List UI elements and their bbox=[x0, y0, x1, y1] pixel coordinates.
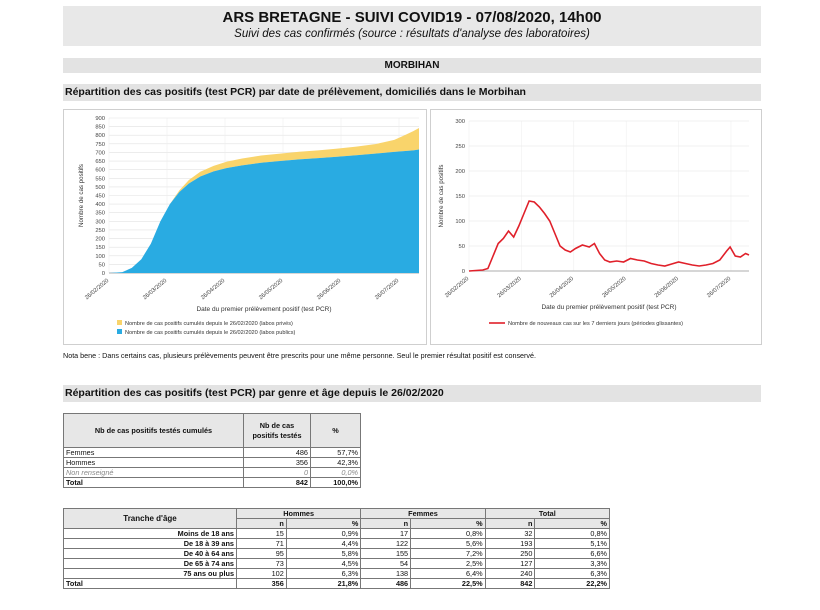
x-tick-label: 26/06/2020 bbox=[653, 275, 680, 300]
legend-swatch-private bbox=[117, 320, 122, 325]
x-axis-label: Date du premier prélèvement positif (test PCR) bbox=[196, 306, 332, 313]
x-tick-label: 26/02/2020 bbox=[444, 275, 471, 300]
y-tick-label: 600 bbox=[95, 167, 105, 174]
x-tick-label: 26/05/2020 bbox=[258, 277, 285, 302]
x-axis-label: Date du premier prélèvement positif (test PCR) bbox=[541, 304, 677, 311]
y-tick-label: 100 bbox=[95, 253, 105, 260]
y-tick-label: 700 bbox=[95, 150, 105, 157]
legend-swatch-public bbox=[117, 329, 122, 334]
age-header: Tranche d'âge bbox=[64, 509, 237, 529]
section-title-dates: Répartition des cas positifs (test PCR) par date de prélèvement, domiciliés dans le Morbihan bbox=[63, 84, 761, 101]
weekly-chart-panel bbox=[430, 109, 762, 345]
gender-header-count: Nb de cas positifs testés bbox=[244, 414, 311, 448]
y-tick-label: 150 bbox=[95, 245, 105, 252]
group-header-hommes: Hommes bbox=[237, 509, 361, 519]
y-axis-label: Nombre de cas positifs bbox=[78, 164, 85, 227]
y-tick-label: 100 bbox=[455, 219, 465, 225]
y-tick-label: 550 bbox=[95, 176, 105, 183]
cumulative-cases-chart bbox=[64, 110, 426, 344]
series-area-public bbox=[109, 150, 419, 273]
y-tick-label: 650 bbox=[95, 159, 105, 166]
y-tick-label: 850 bbox=[95, 124, 105, 131]
x-tick-label: 26/07/2020 bbox=[374, 277, 401, 302]
group-header-total: Total bbox=[485, 509, 609, 519]
department-title: MORBIHAN bbox=[63, 58, 761, 73]
x-tick-label: 26/06/2020 bbox=[316, 277, 343, 302]
gender-header-pct: % bbox=[311, 414, 361, 448]
y-tick-label: 300 bbox=[95, 219, 105, 226]
y-axis-label: Nombre de cas positifs bbox=[438, 164, 445, 228]
weekly-cases-chart bbox=[431, 110, 761, 344]
report-title: ARS BRETAGNE - SUIVI COVID19 - 07/08/2020, 14h00 bbox=[222, 9, 602, 26]
x-tick-label: 26/03/2020 bbox=[496, 275, 523, 300]
y-tick-label: 50 bbox=[98, 262, 105, 269]
report-subtitle: Suivi des cas confirmés (source : résultats d'analyse des laboratoires) bbox=[234, 28, 590, 40]
x-tick-label: 26/07/2020 bbox=[706, 275, 733, 300]
report-header bbox=[63, 6, 761, 46]
table-row: Non renseigné 0 0,0% bbox=[64, 468, 361, 478]
y-tick-label: 300 bbox=[455, 119, 465, 125]
table-row: Femmes 486 57,7% bbox=[64, 448, 361, 458]
y-tick-label: 250 bbox=[95, 227, 105, 234]
y-tick-label: 450 bbox=[95, 193, 105, 200]
table-row: Moins de 18 ans 15 0,9% 17 0,8% 32 0,8% bbox=[64, 529, 610, 539]
cumulative-chart-panel bbox=[63, 109, 427, 345]
y-tick-label: 250 bbox=[455, 144, 465, 150]
x-tick-label: 26/05/2020 bbox=[601, 275, 628, 300]
y-tick-label: 200 bbox=[455, 169, 465, 175]
y-tick-label: 0 bbox=[461, 269, 465, 275]
group-header-femmes: Femmes bbox=[361, 509, 485, 519]
table-row: 75 ans ou plus 102 6,3% 138 6,4% 240 6,3% bbox=[64, 569, 610, 579]
series-line-weekly bbox=[469, 201, 749, 271]
legend-label-weekly: Nombre de nouveaux cas sur les 7 derniers jours (périodes glissantes) bbox=[508, 321, 684, 327]
y-tick-label: 750 bbox=[95, 141, 105, 148]
table-row: Hommes 356 42,3% bbox=[64, 458, 361, 468]
table-row: De 65 à 74 ans 73 4,5% 54 2,5% 127 3,3% bbox=[64, 559, 610, 569]
y-tick-label: 50 bbox=[458, 244, 465, 250]
y-tick-label: 200 bbox=[95, 236, 105, 243]
y-tick-label: 350 bbox=[95, 210, 105, 217]
y-tick-label: 800 bbox=[95, 133, 105, 140]
x-tick-label: 26/02/2020 bbox=[84, 277, 111, 302]
table-row: De 40 à 64 ans 95 5,8% 155 7,2% 250 6,6% bbox=[64, 549, 610, 559]
y-tick-label: 150 bbox=[455, 194, 465, 200]
x-tick-label: 26/04/2020 bbox=[200, 277, 227, 302]
table-row: De 18 à 39 ans 71 4,4% 122 5,6% 193 5,1% bbox=[64, 539, 610, 549]
age-table: Tranche d'âge Hommes Femmes Total n % n % n % Moins de 18 ans 15 0,9% 17 0,8% 32 0,8% De 18 à 39 ans 71 4,4% 122 5,6% 193 5,1% De 40 à 64 ans 95 5,8% 155 7,2% 250 6,6% De 65 à 74 ans 73 4,5% 54 2,5% 127 3,3% 75 ans ou plus 102 6,3% 138 6,4% 240 6,3% Total 356 21,8% 486 22,5% 842 22,2% bbox=[63, 508, 610, 589]
table-row-total: Total 356 21,8% 486 22,5% 842 22,2% bbox=[64, 579, 610, 589]
nota-bene: Nota bene : Dans certains cas, plusieurs prélèvements peuvent être prescrits pour une même personne. Seul le premier résultat positif est conservé. bbox=[63, 351, 537, 360]
x-tick-label: 26/04/2020 bbox=[548, 275, 576, 300]
gender-header-label: Nb de cas positifs testés cumulés bbox=[64, 414, 244, 448]
y-tick-label: 500 bbox=[95, 184, 105, 191]
table-row-total: Total 842 100,0% bbox=[64, 478, 361, 488]
legend-label-private: Nombre de cas positifs cumulés depuis le 26/02/2020 (labos privés) bbox=[125, 321, 293, 327]
y-tick-label: 0 bbox=[101, 271, 105, 277]
x-tick-label: 26/03/2020 bbox=[142, 277, 169, 302]
y-tick-label: 900 bbox=[95, 116, 105, 122]
legend-label-public: Nombre de cas positifs cumulés depuis le 26/02/2020 (labos publics) bbox=[125, 330, 296, 336]
section-title-gender-age: Répartition des cas positifs (test PCR) par genre et âge depuis le 26/02/2020 bbox=[63, 385, 761, 402]
gender-table bbox=[63, 413, 361, 488]
y-tick-label: 400 bbox=[95, 202, 105, 209]
